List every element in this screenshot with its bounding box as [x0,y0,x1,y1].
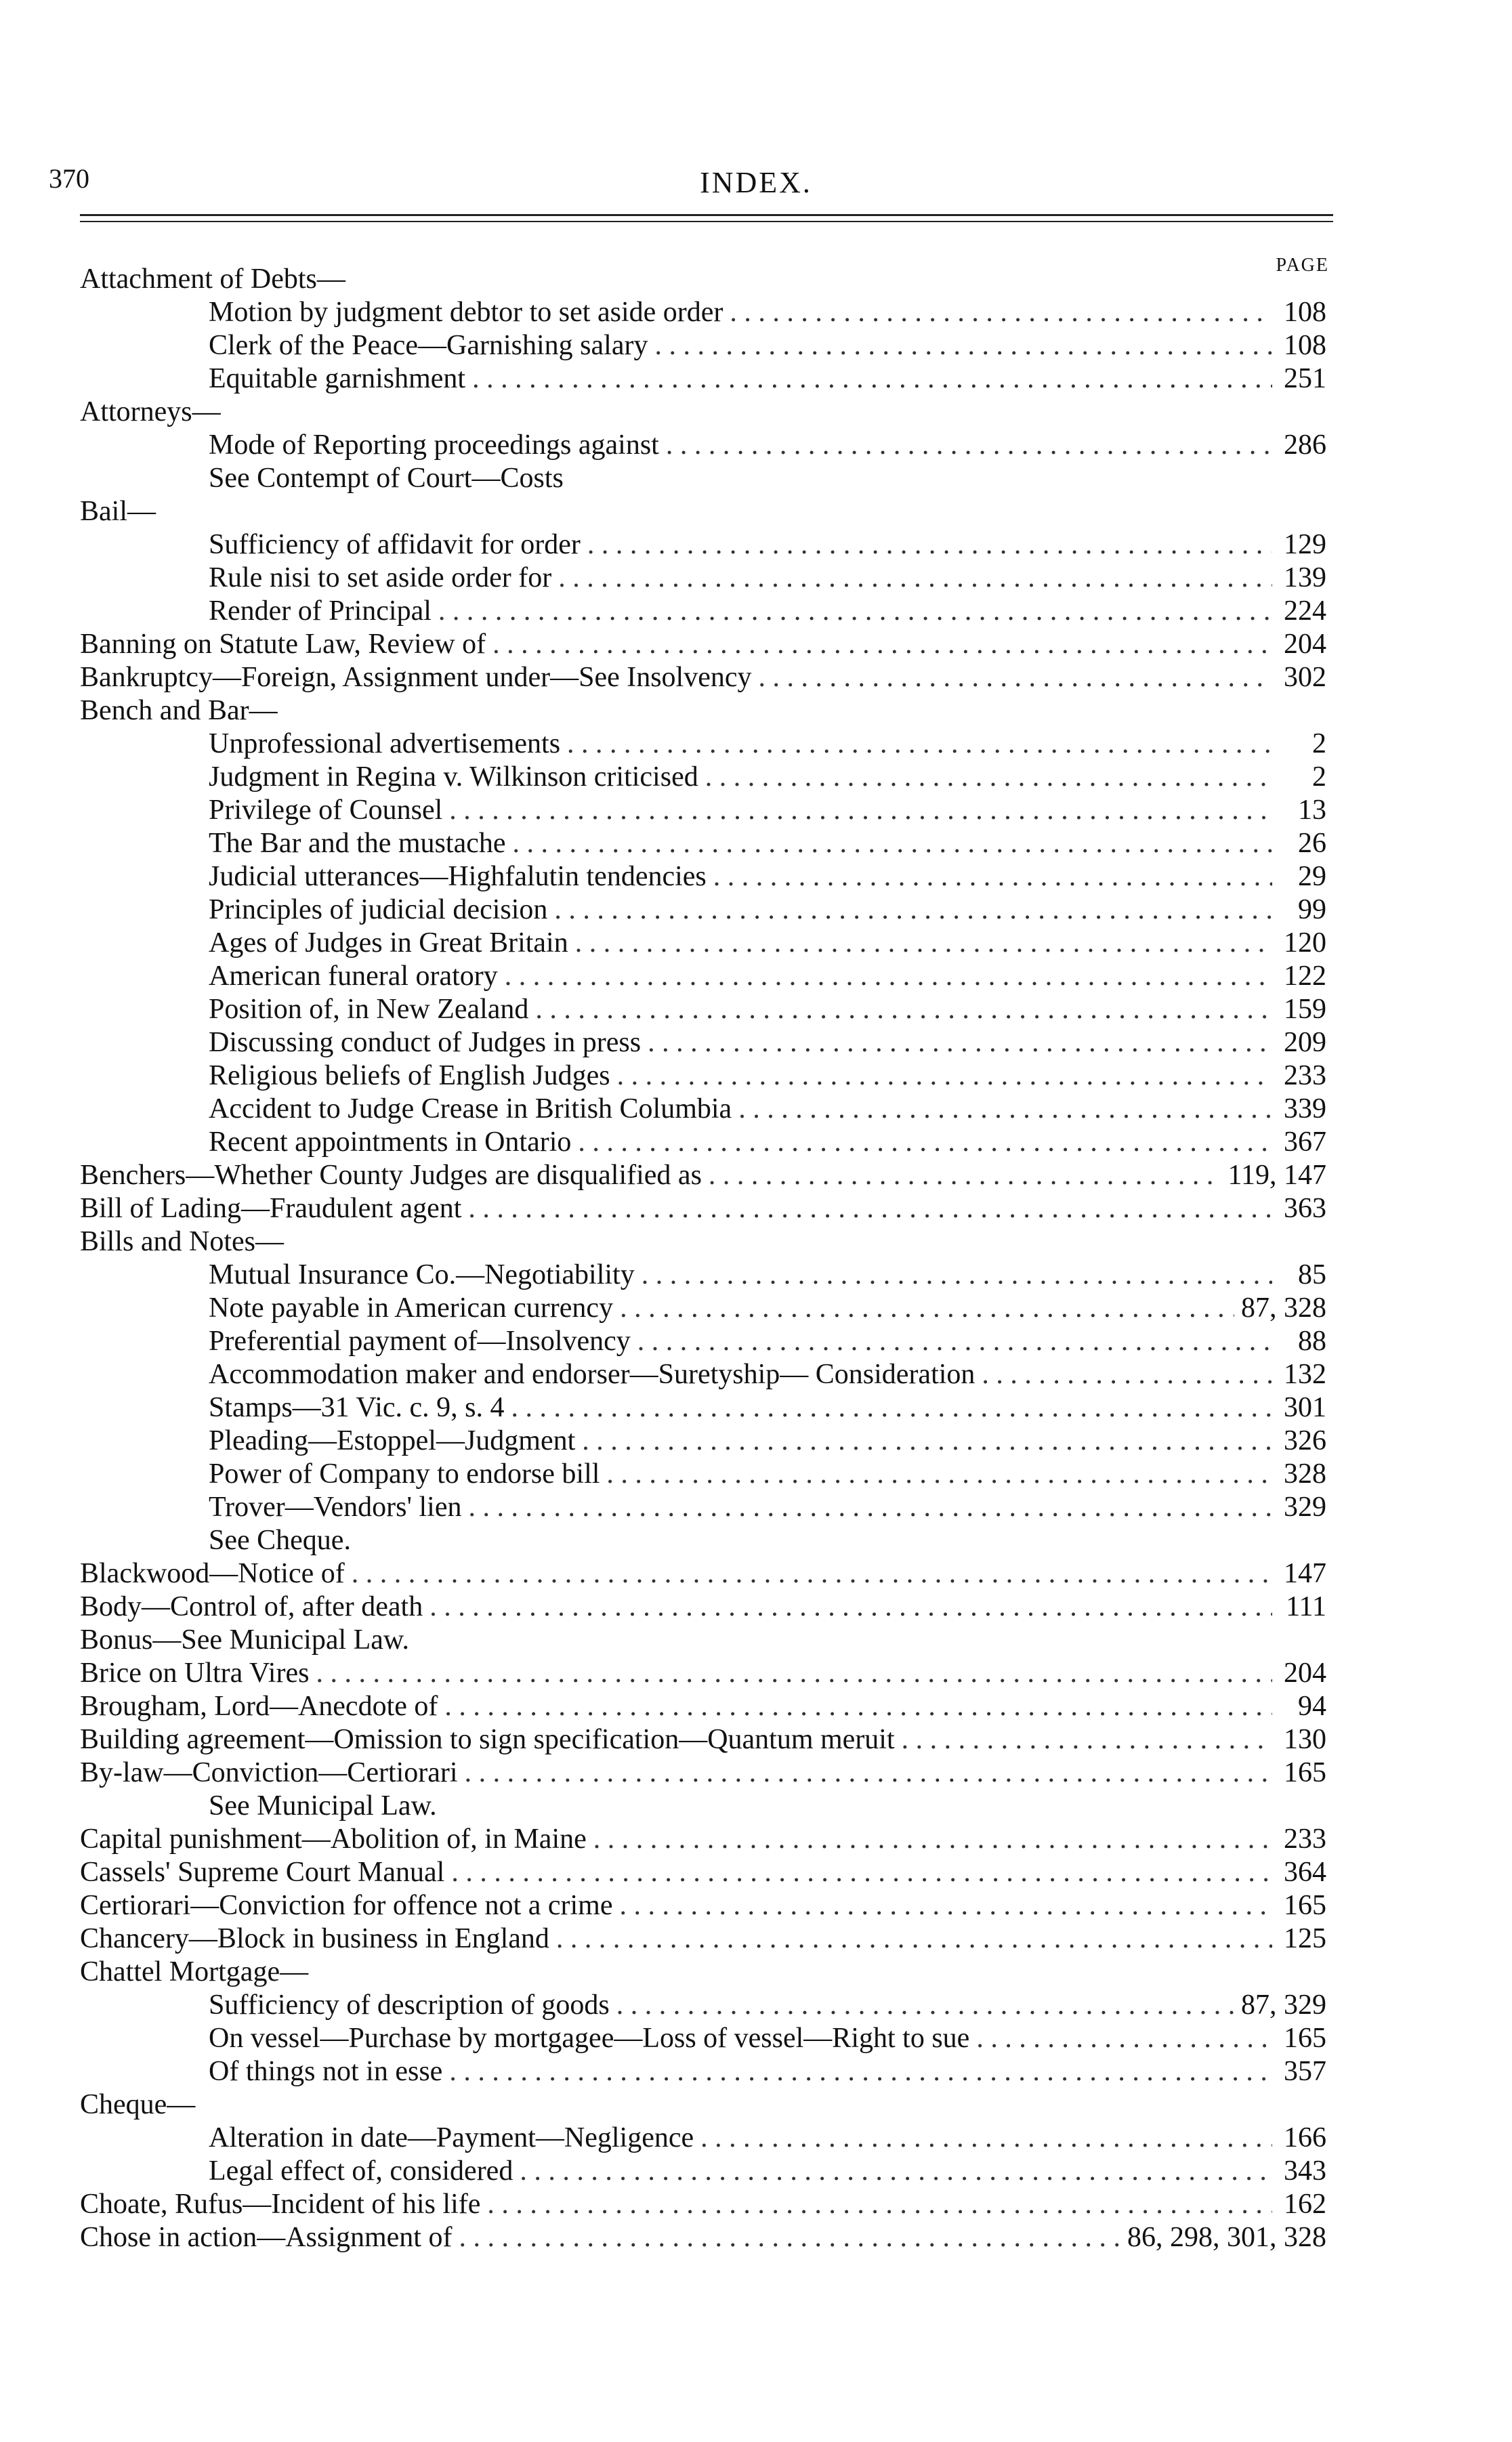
entry-text: Chattel Mortgage— [80,1956,309,1987]
entry-text: Principles of judicial decision [209,894,548,925]
index-subentry [80,2055,1326,2088]
index-subentry [80,1325,1326,1358]
index-heading [80,1557,1326,1591]
entry-page-ref: 162 [1284,2189,1326,2220]
entry-text: Religious beliefs of English Judges [209,1060,610,1091]
entry-text: Clerk of the Peace—Garnishing salary [209,330,648,361]
dot-leader [511,1391,1272,1425]
entry-text: Sufficiency of affidavit for order [209,529,581,560]
entry-text: Equitable garnishment [209,363,466,394]
index-subentry [80,794,1326,827]
dot-leader [492,628,1272,661]
dot-leader [567,728,1272,761]
index-subentry [80,296,1326,329]
dot-leader [620,1292,1234,1325]
dot-leader [587,528,1272,562]
index-subentry [80,1093,1326,1126]
index-subentry [80,1458,1326,1491]
entry-text: Note payable in American currency [209,1292,614,1324]
entry-text: Trover—Vendors' lien [209,1492,462,1523]
entry-page-ref: 364 [1284,1857,1326,1888]
entry-page-ref: 13 [1298,795,1326,826]
entry-text: Mode of Reporting proceedings against [209,429,659,461]
entry-page-ref: 99 [1298,894,1326,925]
entry-text: Preferential payment of—Insolvency [209,1326,631,1357]
entry-page-ref: 94 [1298,1691,1326,1722]
index-heading [80,694,1326,728]
entry-text: Legal effect of, considered [209,2155,513,2187]
page-number: 370 [49,163,89,194]
index-heading [80,1657,1326,1690]
index-list [80,263,1326,2254]
entry-text: Privilege of Counsel [209,795,443,826]
entry-text: Banning on Statute Law, Review of [80,629,486,660]
index-heading [80,1856,1326,1889]
entry-page-ref: 125 [1284,1923,1326,1954]
dot-leader [444,1690,1272,1723]
entry-text: Attorneys— [80,396,221,427]
entry-page-ref: 357 [1284,2056,1326,2087]
entry-text: Blackwood—Notice of [80,1558,345,1589]
entry-text: Rule nisi to set aside order for [209,562,552,593]
entry-text: Chancery—Block in business in England [80,1923,549,1954]
entry-text: Bill of Lading—Fraudulent agent [80,1193,462,1224]
index-heading [80,1192,1326,1225]
entry-page-ref: 119, 147 [1227,1160,1326,1191]
dot-leader [709,1159,1221,1192]
entry-text: Choate, Rufus—Incident of his life [80,2189,481,2220]
index-subentry [80,2122,1326,2155]
dot-leader [469,1491,1273,1524]
entry-text: Accommodation maker and endorser—Suretyship— Consideration [209,1359,975,1390]
index-heading [80,1956,1326,1989]
entry-page-ref: 233 [1284,1824,1326,1855]
entry-page-ref: 224 [1284,595,1326,627]
entry-text: Bench and Bar— [80,695,278,726]
index-subentry [80,860,1326,893]
index-subentry [80,1491,1326,1524]
entry-page-ref: 165 [1284,1890,1326,1921]
index-subentry [80,728,1326,761]
index-subentry [80,462,1326,495]
entry-page-ref: 26 [1298,828,1326,859]
entry-text: By-law—Conviction—Certiorari [80,1757,458,1788]
dot-leader [982,1358,1272,1391]
dot-leader [616,1989,1234,2022]
entry-text: Recent appointments in Ontario [209,1127,572,1158]
dot-leader [654,329,1272,362]
dot-leader [578,1126,1272,1159]
dot-leader [976,2022,1272,2055]
dot-leader [759,661,1272,694]
dot-leader [468,1192,1272,1225]
dot-leader [606,1458,1272,1491]
dot-leader [352,1557,1272,1591]
index-subentry [80,1524,1326,1557]
entry-page-ref: 159 [1284,994,1326,1025]
entry-page-ref: 329 [1284,1492,1326,1523]
entry-page-ref: 363 [1284,1193,1326,1224]
index-subentry [80,893,1326,927]
entry-page-ref: 165 [1284,1757,1326,1788]
dot-leader [713,860,1272,893]
index-heading [80,1823,1326,1856]
index-subentry [80,1059,1326,1093]
entry-text: Chose in action—Assignment of [80,2222,453,2253]
entry-page-ref: 251 [1284,363,1326,394]
index-heading [80,1159,1326,1192]
entry-text: Pleading—Estoppel—Judgment [209,1425,576,1456]
entry-page-ref: 286 [1284,429,1326,461]
dot-leader [520,2155,1272,2188]
index-subentry [80,1126,1326,1159]
index-subentry [80,429,1326,462]
entry-page-ref: 88 [1298,1326,1326,1357]
entry-page-ref: 302 [1284,662,1326,693]
entry-text: Sufficiency of description of goods [209,1990,610,2021]
entry-text: Capital punishment—Abolition of, in Maine [80,1824,587,1855]
dot-leader [648,1026,1272,1059]
index-subentry [80,1425,1326,1458]
dot-leader [465,1756,1272,1790]
index-subentry [80,960,1326,993]
running-head: INDEX. [700,166,812,199]
index-heading [80,1922,1326,1956]
entry-text: Position of, in New Zealand [209,994,529,1025]
entry-page-ref: 209 [1284,1027,1326,1058]
dot-leader [575,927,1272,960]
entry-text: Brice on Ultra Vires [80,1658,310,1689]
dot-leader [451,1856,1272,1889]
index-subentry [80,1989,1326,2022]
index-subentry [80,761,1326,794]
dot-leader [513,827,1273,860]
dot-leader [535,993,1272,1026]
entry-page-ref: 86, 298, 301, 328 [1127,2222,1326,2253]
entry-page-ref: 2 [1312,728,1326,759]
dot-leader [617,1059,1272,1093]
entry-text: Accident to Judge Crease in British Columbia [209,1093,732,1124]
dot-leader [438,595,1272,628]
index-subentry [80,362,1326,396]
entry-page-ref: 147 [1284,1558,1326,1589]
dot-leader [505,960,1272,993]
entry-text: Building agreement—Omission to sign specification—Quantum meruit [80,1724,895,1755]
entry-text: Judicial utterances—Highfalutin tendencies [209,861,707,892]
entry-page-ref: 204 [1284,1658,1326,1689]
index-subentry [80,329,1326,362]
entry-page-ref: 87, 328 [1241,1292,1326,1324]
entry-text: Bills and Notes— [80,1226,284,1257]
dot-leader [705,761,1272,794]
index-subentry [80,2155,1326,2188]
dot-leader [730,296,1272,329]
index-subentry [80,1259,1326,1292]
dot-leader [449,794,1272,827]
entry-text: See Municipal Law. [209,1790,437,1822]
entry-text: Of things not in esse [209,2056,443,2087]
entry-text: Brougham, Lord—Anecdote of [80,1691,438,1722]
page-column-label: PAGE [1276,255,1329,276]
entry-page-ref: 343 [1284,2155,1326,2187]
entry-page-ref: 108 [1284,297,1326,328]
entry-text: On vessel—Purchase by mortgagee—Loss of vessel—Right to sue [209,2023,970,2054]
dot-leader [316,1657,1272,1690]
dot-leader [619,1889,1272,1922]
entry-text: Render of Principal [209,595,432,627]
index-heading [80,2221,1326,2254]
entry-text: See Contempt of Court—Costs [209,463,564,494]
entry-text: Stamps—31 Vic. c. 9, s. 4 [209,1392,505,1423]
index-subentry [80,1026,1326,1059]
entry-text: Attachment of Debts— [80,264,345,295]
index-heading [80,1225,1326,1259]
entry-page-ref: 367 [1284,1127,1326,1158]
index-subentry [80,993,1326,1026]
entry-page-ref: 326 [1284,1425,1326,1456]
index-subentry [80,1292,1326,1325]
index-subentry [80,528,1326,562]
dot-leader [487,2188,1272,2221]
entry-page-ref: 120 [1284,927,1326,959]
dot-leader [554,893,1272,927]
dot-leader [472,362,1272,396]
index-heading [80,495,1326,528]
index-heading [80,628,1326,661]
entry-text: American funeral oratory [209,961,498,992]
entry-page-ref: 111 [1286,1591,1326,1622]
entry-page-ref: 165 [1284,2023,1326,2054]
dot-leader [556,1922,1272,1956]
header-rule-thin [80,221,1333,222]
dot-leader [459,2221,1120,2254]
entry-text: Bail— [80,496,156,527]
dot-leader [593,1823,1272,1856]
dot-leader [738,1093,1272,1126]
entry-text: Alteration in date—Payment—Negligence [209,2122,694,2153]
entry-page-ref: 139 [1284,562,1326,593]
entry-page-ref: 301 [1284,1392,1326,1423]
dot-leader [666,429,1272,462]
entry-page-ref: 85 [1298,1259,1326,1290]
entry-text: The Bar and the mustache [209,828,506,859]
entry-text: Discussing conduct of Judges in press [209,1027,642,1058]
entry-page-ref: 129 [1284,529,1326,560]
index-subentry [80,562,1326,595]
index-subentry [80,1391,1326,1425]
index-subentry [80,2022,1326,2055]
header-rule [80,214,1333,216]
dot-leader [637,1325,1272,1358]
dot-leader [429,1591,1272,1624]
index-subentry [80,1358,1326,1391]
index-heading [80,661,1326,694]
entry-page-ref: 339 [1284,1093,1326,1124]
entry-page-ref: 122 [1284,961,1326,992]
entry-page-ref: 130 [1284,1724,1326,1755]
index-heading [80,396,1326,429]
entry-text: Ages of Judges in Great Britain [209,927,568,959]
entry-page-ref: 132 [1284,1359,1326,1390]
entry-text: Benchers—Whether County Judges are disqualified as [80,1160,702,1191]
index-subentry [80,927,1326,960]
dot-leader [558,562,1272,595]
entry-page-ref: 204 [1284,629,1326,660]
index-heading [80,263,1326,296]
entry-text: See Cheque. [209,1525,351,1556]
entry-text: Motion by judgment debtor to set aside order [209,297,723,328]
entry-text: Certiorari—Conviction for offence not a crime [80,1890,613,1921]
index-subentry [80,1790,1326,1823]
entry-text: Bonus—See Municipal Law. [80,1624,410,1656]
entry-text: Cheque— [80,2089,196,2120]
index-heading [80,1591,1326,1624]
entry-text: Judgment in Regina v. Wilkinson criticised [209,761,698,793]
entry-page-ref: 87, 329 [1241,1990,1326,2021]
entry-page-ref: 328 [1284,1458,1326,1490]
index-heading [80,1624,1326,1657]
entry-text: Mutual Insurance Co.—Negotiability [209,1259,635,1290]
dot-leader [582,1425,1272,1458]
entry-page-ref: 233 [1284,1060,1326,1091]
dot-leader [449,2055,1272,2088]
entry-text: Body—Control of, after death [80,1591,423,1622]
entry-page-ref: 166 [1284,2122,1326,2153]
entry-text: Power of Company to endorse bill [209,1458,600,1490]
entry-page-ref: 108 [1284,330,1326,361]
dot-leader [642,1259,1272,1292]
dot-leader [700,2122,1272,2155]
index-subentry [80,827,1326,860]
index-heading [80,1889,1326,1922]
index-heading [80,2088,1326,2122]
entry-text: Cassels' Supreme Court Manual [80,1857,445,1888]
entry-text: Bankruptcy—Foreign, Assignment under—See Insolvency [80,662,752,693]
index-heading [80,2188,1326,2221]
index-heading [80,1756,1326,1790]
entry-page-ref: 2 [1312,761,1326,793]
index-heading [80,1690,1326,1723]
entry-page-ref: 29 [1298,861,1326,892]
index-subentry [80,595,1326,628]
index-heading [80,1723,1326,1756]
entry-text: Unprofessional advertisements [209,728,561,759]
dot-leader [902,1723,1272,1756]
